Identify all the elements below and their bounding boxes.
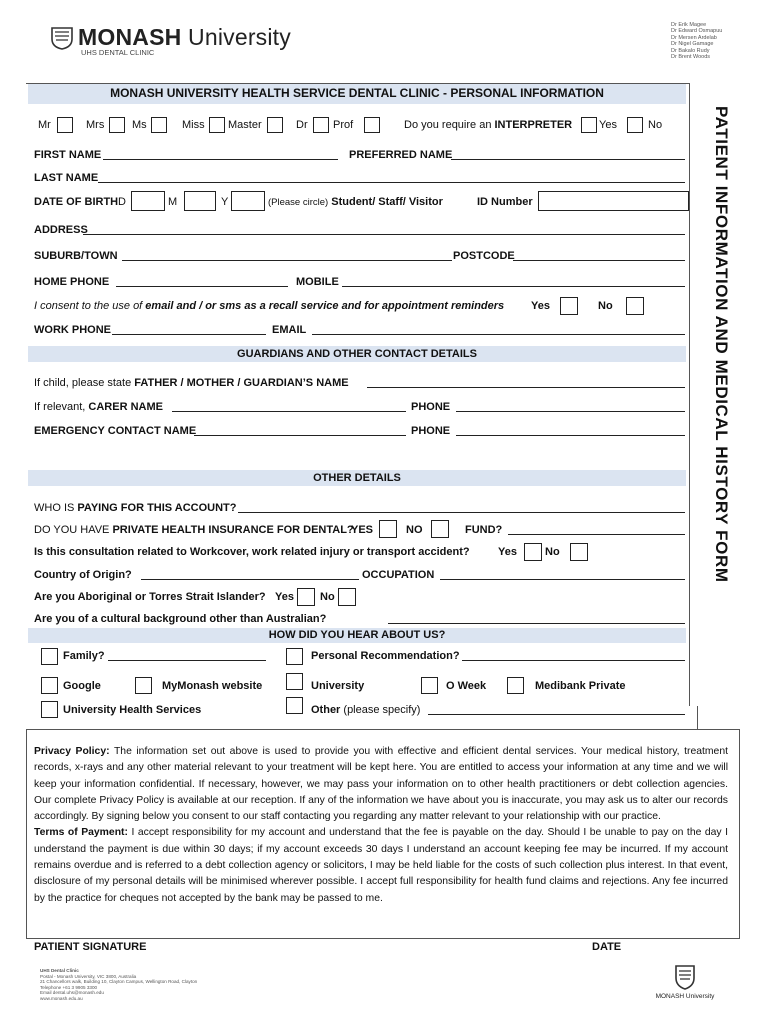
work-phone-field[interactable] <box>112 334 266 335</box>
carer-phone-label: PHONE <box>411 401 451 413</box>
google-label: Google <box>63 680 101 692</box>
university-checkbox[interactable] <box>286 673 303 690</box>
side-title: PATIENT INFORMATION AND MEDICAL HISTORY FORM <box>712 106 731 583</box>
doctor-name: Dr Bakalo Rudy <box>671 47 710 54</box>
insurance-no-label: NO <box>406 524 423 536</box>
interpreter-yes-label: Yes <box>599 119 617 131</box>
title-mr-label: Mr <box>38 119 51 131</box>
footer-logo <box>655 964 715 1000</box>
interpreter-question <box>404 119 572 132</box>
other-rest: (please specify) <box>340 704 421 716</box>
country-label: Country of Origin? <box>34 569 132 581</box>
medibank-label: Medibank Private <box>535 680 626 692</box>
workcover-no-label: No <box>545 546 560 558</box>
child-pre: If child, please state <box>34 377 135 389</box>
footer-address <box>40 968 197 1002</box>
family-field[interactable] <box>108 660 266 661</box>
consent-yes-label: Yes <box>531 300 550 312</box>
title-mrs-label: Mrs <box>86 119 105 131</box>
title-dr-label: Dr <box>296 119 308 131</box>
dob-month-input[interactable] <box>184 191 216 211</box>
other-source-field[interactable] <box>428 714 685 715</box>
aboriginal-yes-label: Yes <box>275 591 294 603</box>
address-label: ADDRESS <box>34 224 88 236</box>
carer-phone-field[interactable] <box>456 411 685 412</box>
medibank-checkbox[interactable] <box>507 677 524 694</box>
interpreter-pre: Do you require an <box>404 119 495 131</box>
other-details-band <box>28 470 686 486</box>
preferred-name-field[interactable] <box>451 159 685 160</box>
title-miss-checkbox[interactable] <box>209 117 225 133</box>
country-field[interactable] <box>141 579 359 580</box>
consent-bold: email and / or sms as a recall service and for appointment reminders <box>145 300 505 312</box>
insurance-label <box>34 524 354 537</box>
occupation-field[interactable] <box>440 579 685 580</box>
other-source-label <box>311 704 420 717</box>
other-source-checkbox[interactable] <box>286 697 303 714</box>
mobile-label: MOBILE <box>296 276 339 288</box>
home-phone-label: HOME PHONE <box>34 276 110 288</box>
paying-label <box>34 502 237 515</box>
date-label[interactable]: DATE <box>592 941 622 953</box>
aboriginal-no-checkbox[interactable] <box>338 588 356 606</box>
insurance-yes-checkbox[interactable] <box>379 520 397 538</box>
footer-logo-text: MONASH University <box>655 993 715 1000</box>
mobile-field[interactable] <box>342 286 685 287</box>
fund-field[interactable] <box>508 534 685 535</box>
carer-bold: CARER NAME <box>88 401 163 413</box>
signature-label[interactable]: PATIENT SIGNATURE <box>34 941 147 953</box>
last-name-label: LAST NAME <box>34 172 99 184</box>
consent-pre: I consent to the use of <box>34 300 146 312</box>
postcode-label: POSTCODE <box>453 250 515 262</box>
side-panel-left-line <box>689 83 690 706</box>
child-bold: FATHER / MOTHER / GUARDIAN’S NAME <box>134 377 349 389</box>
interpreter-yes-checkbox[interactable] <box>581 117 597 133</box>
consent-yes-checkbox[interactable] <box>560 297 578 315</box>
privacy-body: The information set out above is used to provide you with effective and efficient dental services. Your medical history, treatment records, x-rays and any other material relevant to your treatment will be kept here. You are entitled to access your information at any time and we will keep your information confidential. If necessary, however, we may pass your information on to other health practitioners or debt collection agencies. Our complete Privacy Policy is available at our reception. If any of the information we have about you is inaccurate, you may ask us to alter our records accordingly. By signing below you consent to our staff contacting you regarding any matter relevant to your relationship with our practice. <box>34 746 728 823</box>
doctor-name: Dr Erik Magee <box>671 22 707 28</box>
privacy-text <box>34 744 728 907</box>
doctor-name: Dr Edward Osmapuu <box>671 28 723 35</box>
paying-bold: PAYING FOR THIS ACCOUNT? <box>77 502 237 514</box>
insurance-no-checkbox[interactable] <box>431 520 449 538</box>
uhs-label: University Health Services <box>63 704 202 716</box>
university-label: University <box>311 680 365 692</box>
workcover-no-checkbox[interactable] <box>570 543 588 561</box>
dob-month-label: M <box>168 196 178 208</box>
title-miss-label: Miss <box>182 119 205 131</box>
footer-line: www.monash.edu.au <box>40 995 83 1001</box>
aboriginal-question: Are you Aboriginal or Torres Strait Islander? <box>34 591 266 603</box>
uhs-checkbox[interactable] <box>41 701 58 718</box>
personal-recommendation-field[interactable] <box>462 660 685 661</box>
child-guardian-label <box>34 377 349 390</box>
workcover-question: Is this consultation related to Workcover, work related injury or transport accident? <box>34 546 470 558</box>
title-dr-checkbox[interactable] <box>313 117 329 133</box>
title-mr-checkbox[interactable] <box>57 117 73 133</box>
guardian-name-field[interactable] <box>367 387 685 388</box>
privacy-left-line <box>26 729 27 939</box>
carer-pre: If relevant, <box>34 401 89 413</box>
mymonash-label: MyMonash website <box>162 680 263 692</box>
first-name-field[interactable] <box>103 159 338 160</box>
carer-name-field[interactable] <box>172 411 406 412</box>
carer-name-label <box>34 401 163 414</box>
privacy-top-line <box>26 729 740 730</box>
emergency-contact-field[interactable] <box>194 435 406 436</box>
family-label: Family? <box>63 650 105 662</box>
fund-label: FUND? <box>465 524 503 536</box>
family-checkbox[interactable] <box>41 648 58 665</box>
other-bold: Other <box>311 704 341 716</box>
dob-day-label: D <box>118 196 126 208</box>
id-number-label: ID Number <box>477 196 533 208</box>
status-options[interactable]: Student/ Staff/ Visitor <box>331 196 443 208</box>
monash-crest-icon <box>674 964 696 990</box>
other-details-heading: OTHER DETAILS <box>313 472 401 484</box>
title-prof-checkbox[interactable] <box>364 117 380 133</box>
occupation-label: OCCUPATION <box>362 569 435 581</box>
title-prof-label: Prof <box>333 119 354 131</box>
last-name-field[interactable] <box>98 182 685 183</box>
clinic-name: UHS DENTAL CLINIC <box>81 48 155 57</box>
personal-recommendation-checkbox[interactable] <box>286 648 303 665</box>
brand-suffix: University <box>181 24 291 50</box>
emergency-contact-label: EMERGENCY CONTACT NAME <box>34 425 197 437</box>
doctor-name: Dr Brent Woods <box>671 54 711 61</box>
home-phone-field[interactable] <box>116 286 288 287</box>
doctor-name: Dr Mersen Ardelab <box>671 34 717 41</box>
interpreter-label: INTERPRETER <box>494 119 573 131</box>
workcover-yes-label: Yes <box>498 546 517 558</box>
please-circle-note: (Please circle) <box>268 197 329 208</box>
title-ms-checkbox[interactable] <box>151 117 167 133</box>
footer-line: Postal - Monash University, VIC 3800, Australia <box>40 973 137 979</box>
postcode-field[interactable] <box>513 260 685 261</box>
dob-year-label: Y <box>221 196 229 208</box>
email-field[interactable] <box>312 334 685 335</box>
consent-statement <box>34 300 504 313</box>
google-checkbox[interactable] <box>41 677 58 694</box>
status-question <box>268 196 443 209</box>
consent-no-label: No <box>598 300 613 312</box>
email-label: EMAIL <box>272 324 307 336</box>
hear-band <box>28 628 686 643</box>
suburb-label: SUBURB/TOWN <box>34 250 118 262</box>
insurance-pre: DO YOU HAVE <box>34 524 113 536</box>
oweek-label: O Week <box>446 680 487 692</box>
suburb-field[interactable] <box>122 260 452 261</box>
interpreter-no-checkbox[interactable] <box>627 117 643 133</box>
dob-year-input[interactable] <box>231 191 265 211</box>
terms-label: Terms of Payment: <box>34 827 128 839</box>
footer-line: UHS Dental Clinic <box>40 968 79 973</box>
footer-line: 21 Chancellors walk, Building 10, Clayton Campus, Wellington Road, Clayton <box>40 979 198 985</box>
emergency-phone-label: PHONE <box>411 425 451 437</box>
address-field[interactable] <box>83 234 685 235</box>
personal-recommendation-label: Personal Recommendation? <box>311 650 460 662</box>
footer-line: Telephone +61 3 9905 3300 <box>40 984 98 990</box>
form-title-band <box>28 84 686 104</box>
title-master-checkbox[interactable] <box>267 117 283 133</box>
first-name-label: FIRST NAME <box>34 149 102 161</box>
monash-crest-icon <box>50 26 74 50</box>
dob-label: DATE OF BIRTH <box>34 196 119 208</box>
preferred-name-label: PREFERRED NAME <box>349 149 453 161</box>
emergency-phone-field[interactable] <box>456 435 685 436</box>
brand-name: MONASH <box>78 24 182 50</box>
id-number-input[interactable] <box>538 191 689 211</box>
paying-field[interactable] <box>238 512 685 513</box>
consent-no-checkbox[interactable] <box>626 297 644 315</box>
cultural-field[interactable] <box>388 623 685 624</box>
aboriginal-yes-checkbox[interactable] <box>297 588 315 606</box>
footer-line: Email dental.uhs@monash.edu <box>40 990 104 996</box>
oweek-checkbox[interactable] <box>421 677 438 694</box>
privacy-bottom-line <box>26 938 740 939</box>
interpreter-no-label: No <box>648 119 663 131</box>
cultural-question: Are you of a cultural background other than Australian? <box>34 613 327 625</box>
aboriginal-no-label: No <box>320 591 335 603</box>
terms-body: I accept responsibility for my account and understand that the fee is payable on the day. Should I be unable to pay on the day I understand the payment is due within 30 days; if my account exceeds 30 days I understand an account keeping fee may be incurred. If my account remains overdue and is referred to a debt collection agency or solicitors, I may be held liable for the costs of such collection plus interest. In that event, disclosure of my personal details will be minimised wherever possible. I accept full responsibility for health fund claims and rejections. Any fee incurred by the practice for cheques not accepted by the bank may be passed to me. <box>34 827 728 904</box>
title-ms-label: Ms <box>132 119 147 131</box>
doctors-list <box>671 22 722 60</box>
guardians-band <box>28 346 686 362</box>
privacy-right-line <box>739 729 740 939</box>
title-master-label: Master <box>228 119 262 131</box>
mymonash-checkbox[interactable] <box>135 677 152 694</box>
privacy-label: Privacy Policy: <box>34 746 110 757</box>
side-panel-bottom-stub <box>697 706 698 729</box>
insurance-yes-label: YES <box>351 524 374 536</box>
hear-heading: HOW DID YOU HEAR ABOUT US? <box>268 629 446 641</box>
dob-day-input[interactable] <box>131 191 165 211</box>
work-phone-label: WORK PHONE <box>34 324 111 336</box>
paying-pre: WHO IS <box>34 502 78 514</box>
insurance-bold: PRIVATE HEALTH INSURANCE FOR DENTAL? <box>112 524 354 536</box>
doctor-name: Dr Nigel Gamage <box>671 41 714 48</box>
workcover-yes-checkbox[interactable] <box>524 543 542 561</box>
title-mrs-checkbox[interactable] <box>109 117 125 133</box>
form-title: MONASH UNIVERSITY HEALTH SERVICE DENTAL CLINIC - PERSONAL INFORMATION <box>110 86 604 100</box>
guardians-heading: GUARDIANS AND OTHER CONTACT DETAILS <box>237 348 477 360</box>
